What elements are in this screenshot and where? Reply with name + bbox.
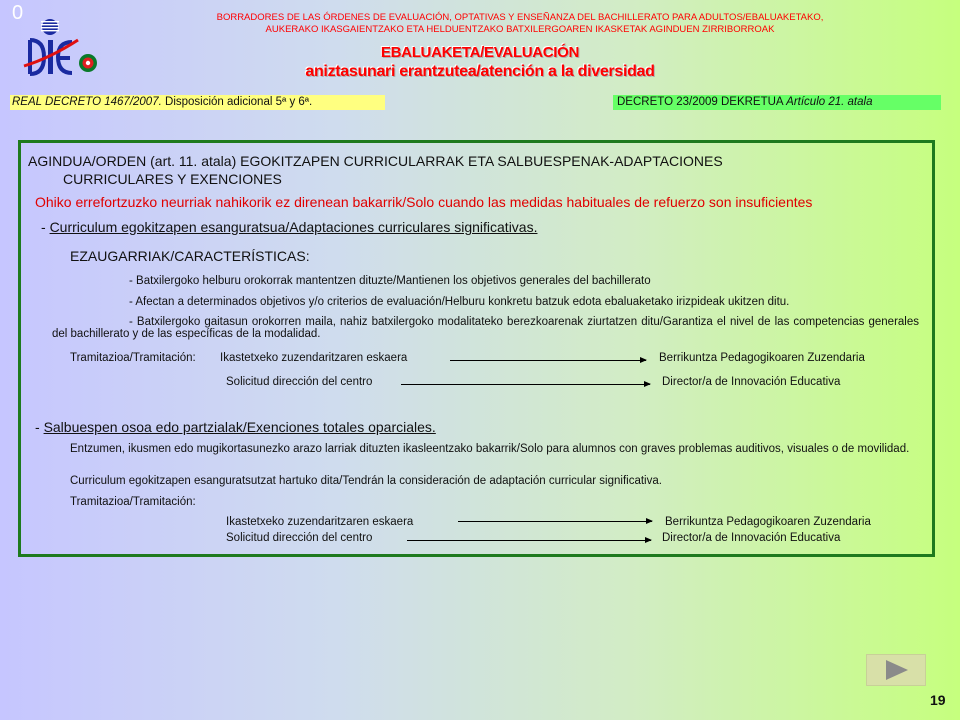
processing-from-es: Solicitud dirección del centro	[226, 532, 373, 544]
reference-decree	[613, 95, 941, 110]
section2-dash: -	[35, 419, 44, 435]
arrow-icon	[458, 521, 652, 522]
exemption-eligibility: Entzumen, ikusmen edo mugikortasunezko arazo larriak dituzten ikasleentzako bakarrik/Solo para alumnos con graves problemas auditivos, visuales o de movilidad.	[70, 443, 910, 455]
decree-name: DECRETO 23/2009 DEKRETUA	[617, 96, 787, 108]
characteristic-item: - Batxilergoko helburu orokorrak mantentzen dituzte/Mantienen los objetivos generales del bachillerato	[129, 275, 651, 287]
die-logo	[20, 18, 100, 78]
processing-from-es: Solicitud dirección del centro	[226, 376, 373, 388]
insufficient-measures-note: Ohiko errefortzuzko neurriak nahikorik ez direnean bakarrik/Solo cuando las medidas habituales de refuerzo son insuficientes	[35, 194, 813, 210]
processing-to-es: Director/a de Innovación Educativa	[662, 376, 841, 388]
draft-header	[160, 12, 880, 36]
arrow-icon	[450, 360, 646, 361]
exemption-consideration: Curriculum egokitzapen esanguratsutzat hartuko dita/Tendrán la consideración de adaptación curricular significativa.	[70, 475, 662, 487]
processing-from-eu: Ikastetxeko zuzendaritzaren eskaera	[220, 352, 408, 364]
processing-to-es: Director/a de Innovación Educativa	[662, 532, 841, 544]
processing-from-eu: Ikastetxeko zuzendaritzaren eskaera	[226, 516, 414, 528]
globe-icon	[41, 19, 59, 35]
processing-to-eu: Berrikuntza Pedagogikoaren Zuzendaria	[659, 352, 865, 364]
draft-header-line1: BORRADORES DE LAS ÓRDENES DE EVALUACIÓN, OPTATIVAS Y ENSEÑANZA DEL BACHILLERATO PARA ADULTOS/EBALUAKETAKO,	[216, 12, 824, 23]
characteristics-label: EZAUGARRIAK/CARACTERÍSTICAS:	[70, 248, 310, 264]
section-exemptions	[35, 419, 436, 435]
processing-label: Tramitazioa/Tramitación:	[70, 496, 196, 508]
processing-to-eu: Berrikuntza Pedagogikoaren Zuzendaria	[665, 516, 871, 528]
slide-title: EBALUAKETA/EVALUACIÓN	[380, 44, 580, 61]
section1-dash: -	[41, 219, 50, 235]
section1-title: Curriculum egokitzapen esanguratsua/Adaptaciones curriculares significativas.	[49, 219, 538, 235]
royal-decree-provision: Disposición adicional 5ª y 6ª.	[161, 96, 313, 108]
arrow-icon	[407, 540, 651, 541]
box-heading-line2: CURRICULARES Y EXENCIONES	[63, 171, 282, 187]
arrow-icon	[401, 384, 650, 385]
next-slide-button[interactable]	[866, 654, 926, 686]
reference-royal-decree	[10, 95, 385, 110]
box-heading	[28, 152, 723, 188]
processing-label: Tramitazioa/Tramitación:	[70, 352, 196, 364]
slide-index: 0	[12, 2, 24, 24]
royal-decree-name: REAL DECRETO 1467/2007.	[12, 96, 162, 108]
section-significant-adaptations	[41, 219, 537, 235]
box-heading-line1: AGINDUA/ORDEN (art. 11. atala) EGOKITZAPEN CURRICULARRAK ETA SALBUESPENAK-ADAPTACIONES	[28, 153, 723, 169]
slide-subtitle: aniztasunari erantzutea/atención a la diversidad	[305, 63, 655, 80]
decree-article: Artículo 21. atala	[786, 96, 873, 108]
characteristic-item: - Batxilergoko gaitasun orokorren maila, nahiz batxilergoko modalitateko berezkoarenak ziurtatzen ditu/Garantiza el nivel de las competencias generales del bachillerato y de las específicas de la modalidad.	[52, 316, 919, 340]
page-number: 19	[930, 692, 946, 708]
play-triangle-icon	[867, 655, 925, 685]
section2-title: Salbuespen osoa edo partzialak/Exenciones totales oparciales.	[43, 419, 436, 435]
characteristic-item: - Afectan a determinados objetivos y/o criterios de evaluación/Helburu konkretu batzuk edota ebaluaketako irizpideak ukitzen ditu.	[129, 296, 790, 308]
emblem-icon	[79, 54, 97, 72]
content-box	[18, 140, 935, 557]
draft-header-line2: AUKERAKO IKASGAIENTZAKO ETA HELDUENTZAKO BATXILERGOAREN IKASKETAK AGINDUEN ZIRRIBORROAK	[265, 24, 775, 35]
